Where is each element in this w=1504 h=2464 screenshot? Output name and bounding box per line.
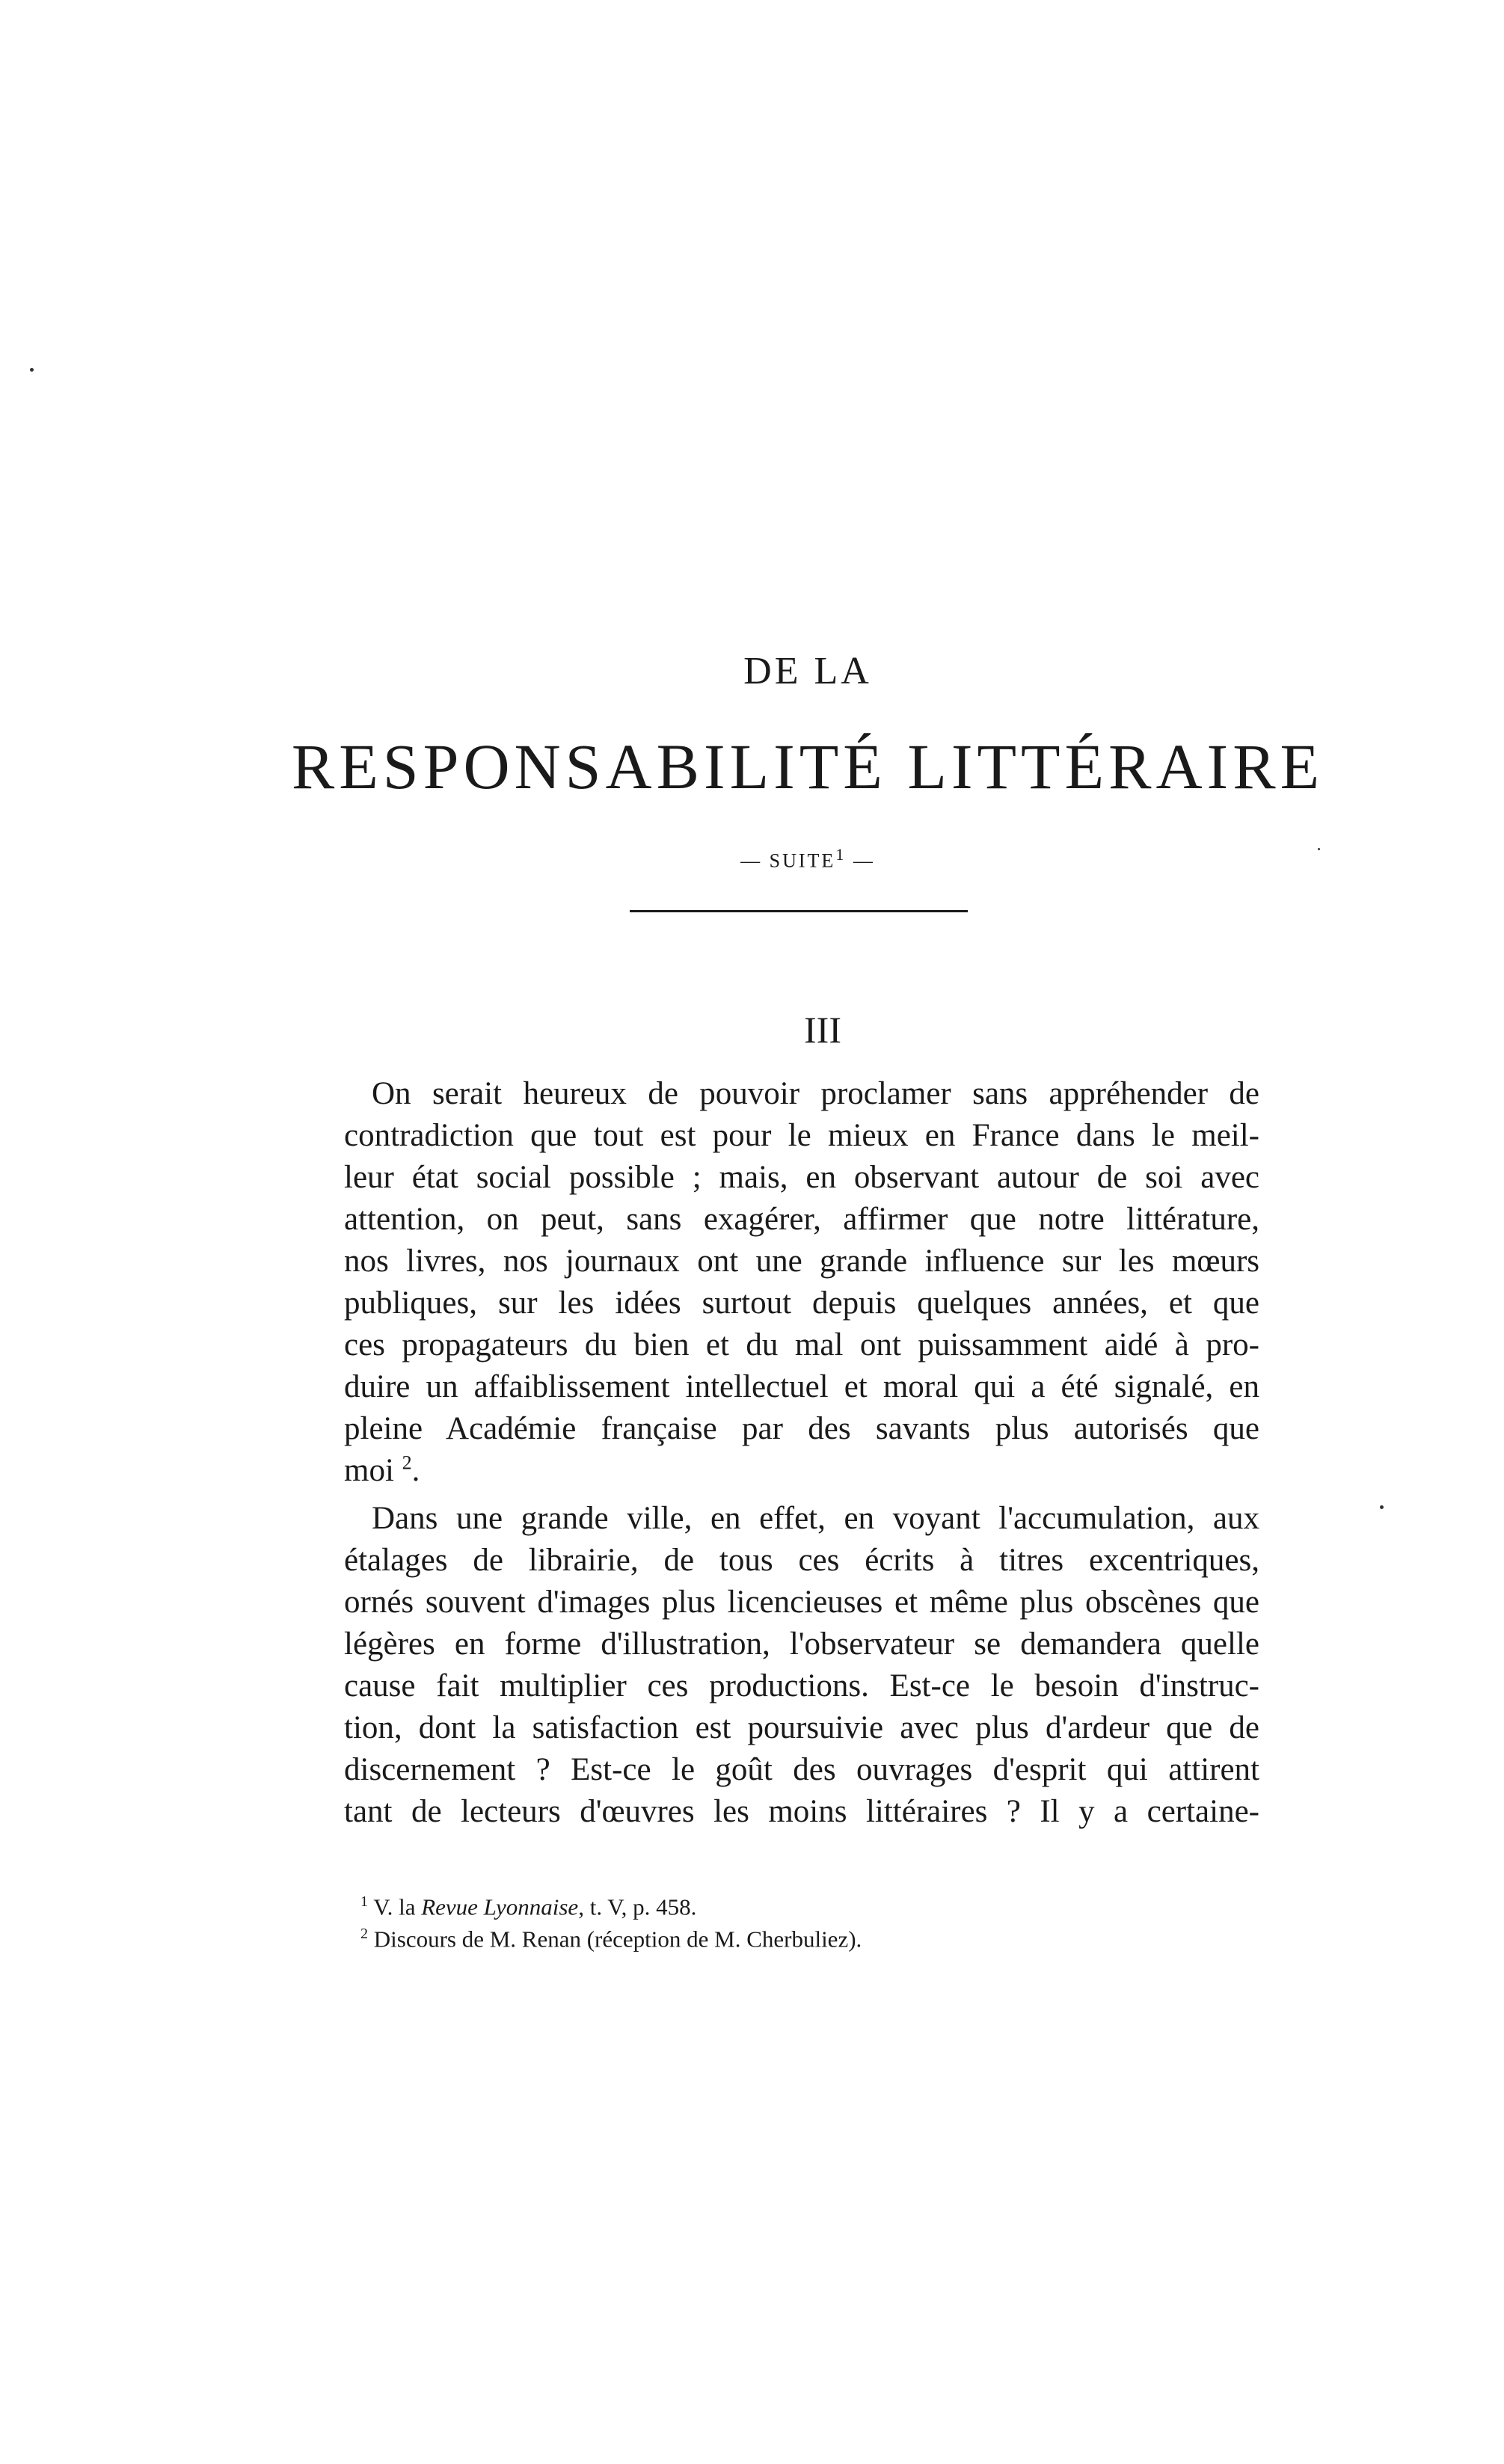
footnote-mark: 1: [360, 1893, 368, 1910]
paragraph-line: ces propagateurs du bien et du mal ont puissamment aidé à pro-: [344, 1327, 1259, 1362]
paragraph-text: moi: [344, 1453, 394, 1488]
paragraph-line: publiques, sur les idées surtout depuis quelques années, et que: [344, 1285, 1259, 1321]
suite-footnote-ref[interactable]: 1: [835, 845, 847, 864]
title-rule: [630, 910, 968, 912]
scan-speck: [1318, 848, 1320, 850]
footnote-1: [360, 1887, 696, 1922]
paragraph-line: leur état social possible ; mais, en observant autour de soi avec: [344, 1160, 1259, 1195]
paragraph-line: légères en forme d'illustration, l'observateur se demandera quelle: [344, 1626, 1259, 1662]
header-de-la: DE LA: [743, 650, 872, 692]
paragraph-line: tion, dont la satisfaction est poursuivie avec plus d'ardeur que de: [344, 1710, 1259, 1745]
paragraph-line: tant de lecteurs d'œuvres les moins littéraires ? Il y a certaine-: [344, 1794, 1259, 1829]
footnote-ref-2[interactable]: 2: [402, 1451, 412, 1474]
paragraph-line: ornés souvent d'images plus licencieuses et même plus obscènes que: [344, 1585, 1259, 1620]
scan-speck: [30, 368, 34, 372]
page-title: RESPONSABILITÉ LITTÉRAIRE: [291, 731, 1325, 802]
paragraph-line: discernement ? Est-ce le goût des ouvrages d'esprit qui attirent: [344, 1752, 1259, 1787]
paragraph-line: On serait heureux de pouvoir proclamer sans appréhender de: [372, 1076, 1259, 1111]
paragraph-line: pleine Académie française par des savants plus autorisés que: [344, 1411, 1259, 1446]
footnote-text: V. la: [373, 1893, 422, 1920]
footnote-2: [360, 1919, 862, 1954]
paragraph-line-last: [344, 1450, 1259, 1492]
paragraph-line: attention, on peut, sans exagérer, affirmer que notre littérature,: [344, 1202, 1259, 1237]
suite-dash: —: [853, 850, 875, 872]
paragraph-period: .: [411, 1453, 420, 1488]
paragraph-line: étalages de librairie, de tous ces écrits à titres excentriques,: [344, 1543, 1259, 1578]
paragraph-line: duire un affaiblissement intellectuel et moral qui a été signalé, en: [344, 1369, 1259, 1404]
paragraph-line: nos livres, nos journaux ont une grande influence sur les mœurs: [344, 1244, 1259, 1279]
paragraph-line: cause fait multiplier ces productions. Est-ce le besoin d'instruc-: [344, 1668, 1259, 1703]
footnote-text: Discours de M. Renan (réception de M. Cherbuliez).: [373, 1926, 862, 1953]
scan-speck: [1380, 1505, 1384, 1509]
paragraph-line: contradiction que tout est pour le mieux en France dans le meil-: [344, 1118, 1259, 1153]
suite-text: — SUITE: [740, 850, 836, 872]
footnote-mark: 2: [360, 1926, 368, 1942]
suite-label: [0, 845, 1504, 873]
footnote-text: , t. V, p. 458.: [578, 1893, 697, 1920]
footnote-italic: Revue Lyonnaise: [421, 1893, 579, 1920]
paragraph-line: Dans une grande ville, en effet, en voyant l'accumulation, aux: [372, 1501, 1259, 1536]
section-number: III: [804, 1009, 841, 1051]
